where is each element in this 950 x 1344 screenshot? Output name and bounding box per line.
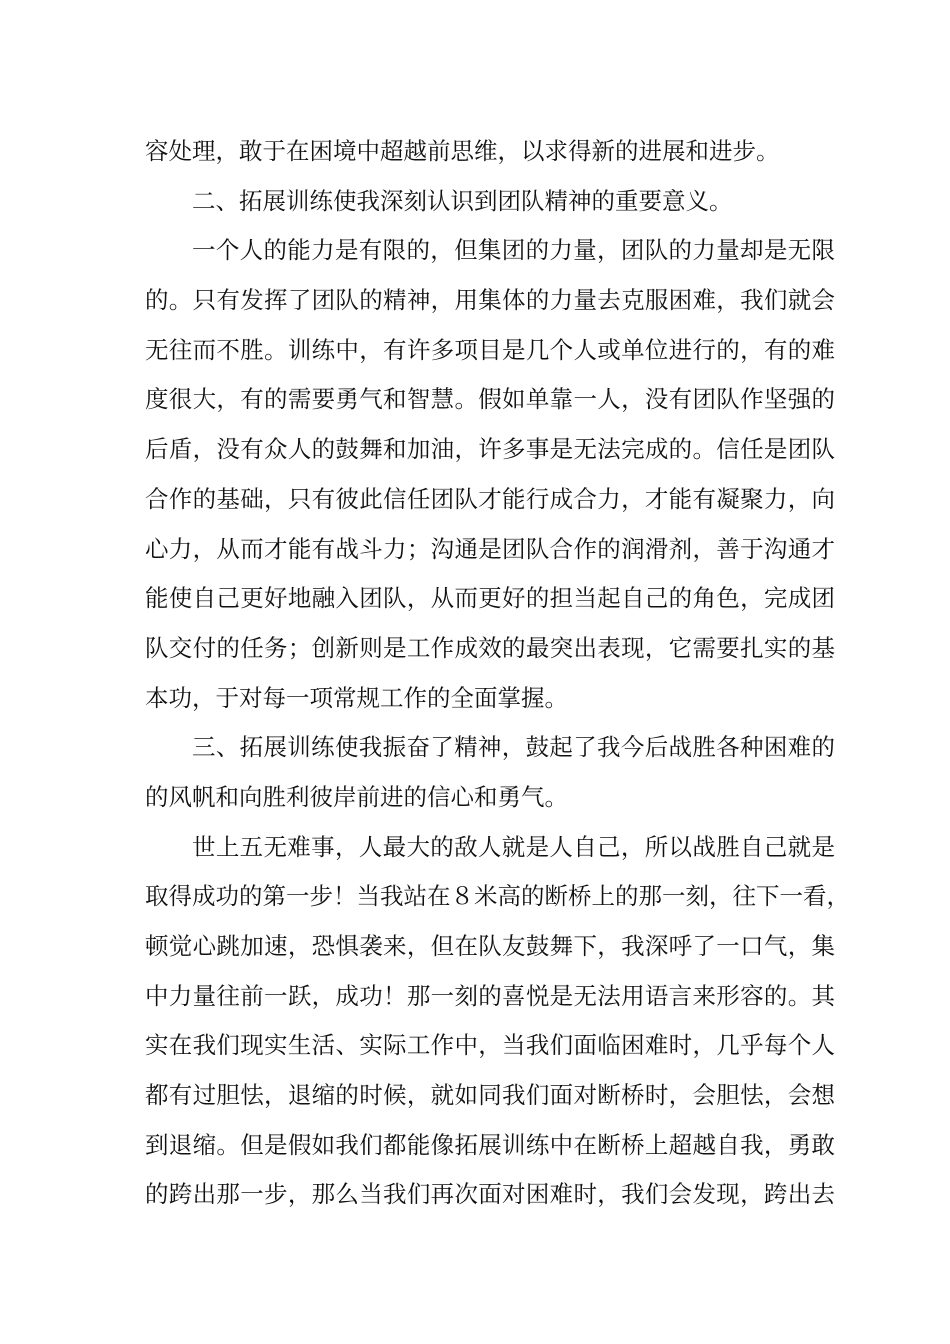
section-heading: 三、拓展训练使我振奋了精神，鼓起了我今后战胜各种困难的 — [192, 733, 835, 762]
text-line: 的。只有发挥了团队的精神，用集体的力量去克服困难，我们就会 — [145, 286, 835, 315]
section-heading: 二、拓展训练使我深刻认识到团队精神的重要意义。 — [192, 186, 733, 215]
text-line: 心力，从而才能有战斗力；沟通是团队合作的润滑剂，善于沟通才 — [145, 534, 835, 563]
text-line: 本功，于对每一项常规工作的全面掌握。 — [145, 683, 568, 712]
text-line: 能使自己更好地融入团队，从而更好的担当起自己的角色，完成团 — [145, 584, 835, 613]
text-line: 顿觉心跳加速，恐惧袭来，但在队友鼓舞下，我深呼了一口气，集 — [145, 932, 835, 960]
text-line: 世上五无难事，人最大的敌人就是人自己，所以战胜自己就是 — [192, 832, 835, 861]
text-line: 容处理，敢于在困境中超越前思维，以求得新的进展和进步。 — [145, 137, 780, 165]
text-line: 的跨出那一步，那么当我们再次面对困难时，我们会发现，跨出去 — [145, 1180, 835, 1209]
text-line: 合作的基础，只有彼此信任团队才能行成合力，才能有凝聚力，向 — [145, 484, 835, 513]
text-line: 取得成功的第一步！当我站在８米高的断桥上的那一刻，往下一看， — [145, 882, 850, 911]
text-line: 一个人的能力是有限的，但集团的力量，团队的力量却是无限 — [192, 236, 835, 265]
text-line: 都有过胆怯，退缩的时候，就如同我们面对断桥时，会胆怯，会想 — [145, 1081, 835, 1110]
text-line: 到退缩。但是假如我们都能像拓展训练中在断桥上超越自我，勇敢 — [145, 1130, 835, 1159]
body-text — [145, 127, 850, 1220]
text-line: 中力量往前一跃，成功！那一刻的喜悦是无法用语言来形容的。其 — [145, 981, 835, 1010]
text-line: 后盾，没有众人的鼓舞和加油，许多事是无法完成的。信任是团队 — [145, 435, 835, 464]
text-line: 队交付的任务；创新则是工作成效的最突出表现，它需要扎实的基 — [145, 633, 835, 662]
text-line: 实在我们现实生活、实际工作中，当我们面临困难时，几乎每个人 — [145, 1031, 835, 1060]
text-line: 度很大，有的需要勇气和智慧。假如单靠一人，没有团队作坚强的 — [145, 385, 835, 414]
text-line: 无往而不胜。训练中，有许多项目是几个人或单位进行的，有的难 — [145, 335, 835, 364]
section-heading-continued: 的风帆和向胜利彼岸前进的信心和勇气。 — [145, 782, 568, 811]
